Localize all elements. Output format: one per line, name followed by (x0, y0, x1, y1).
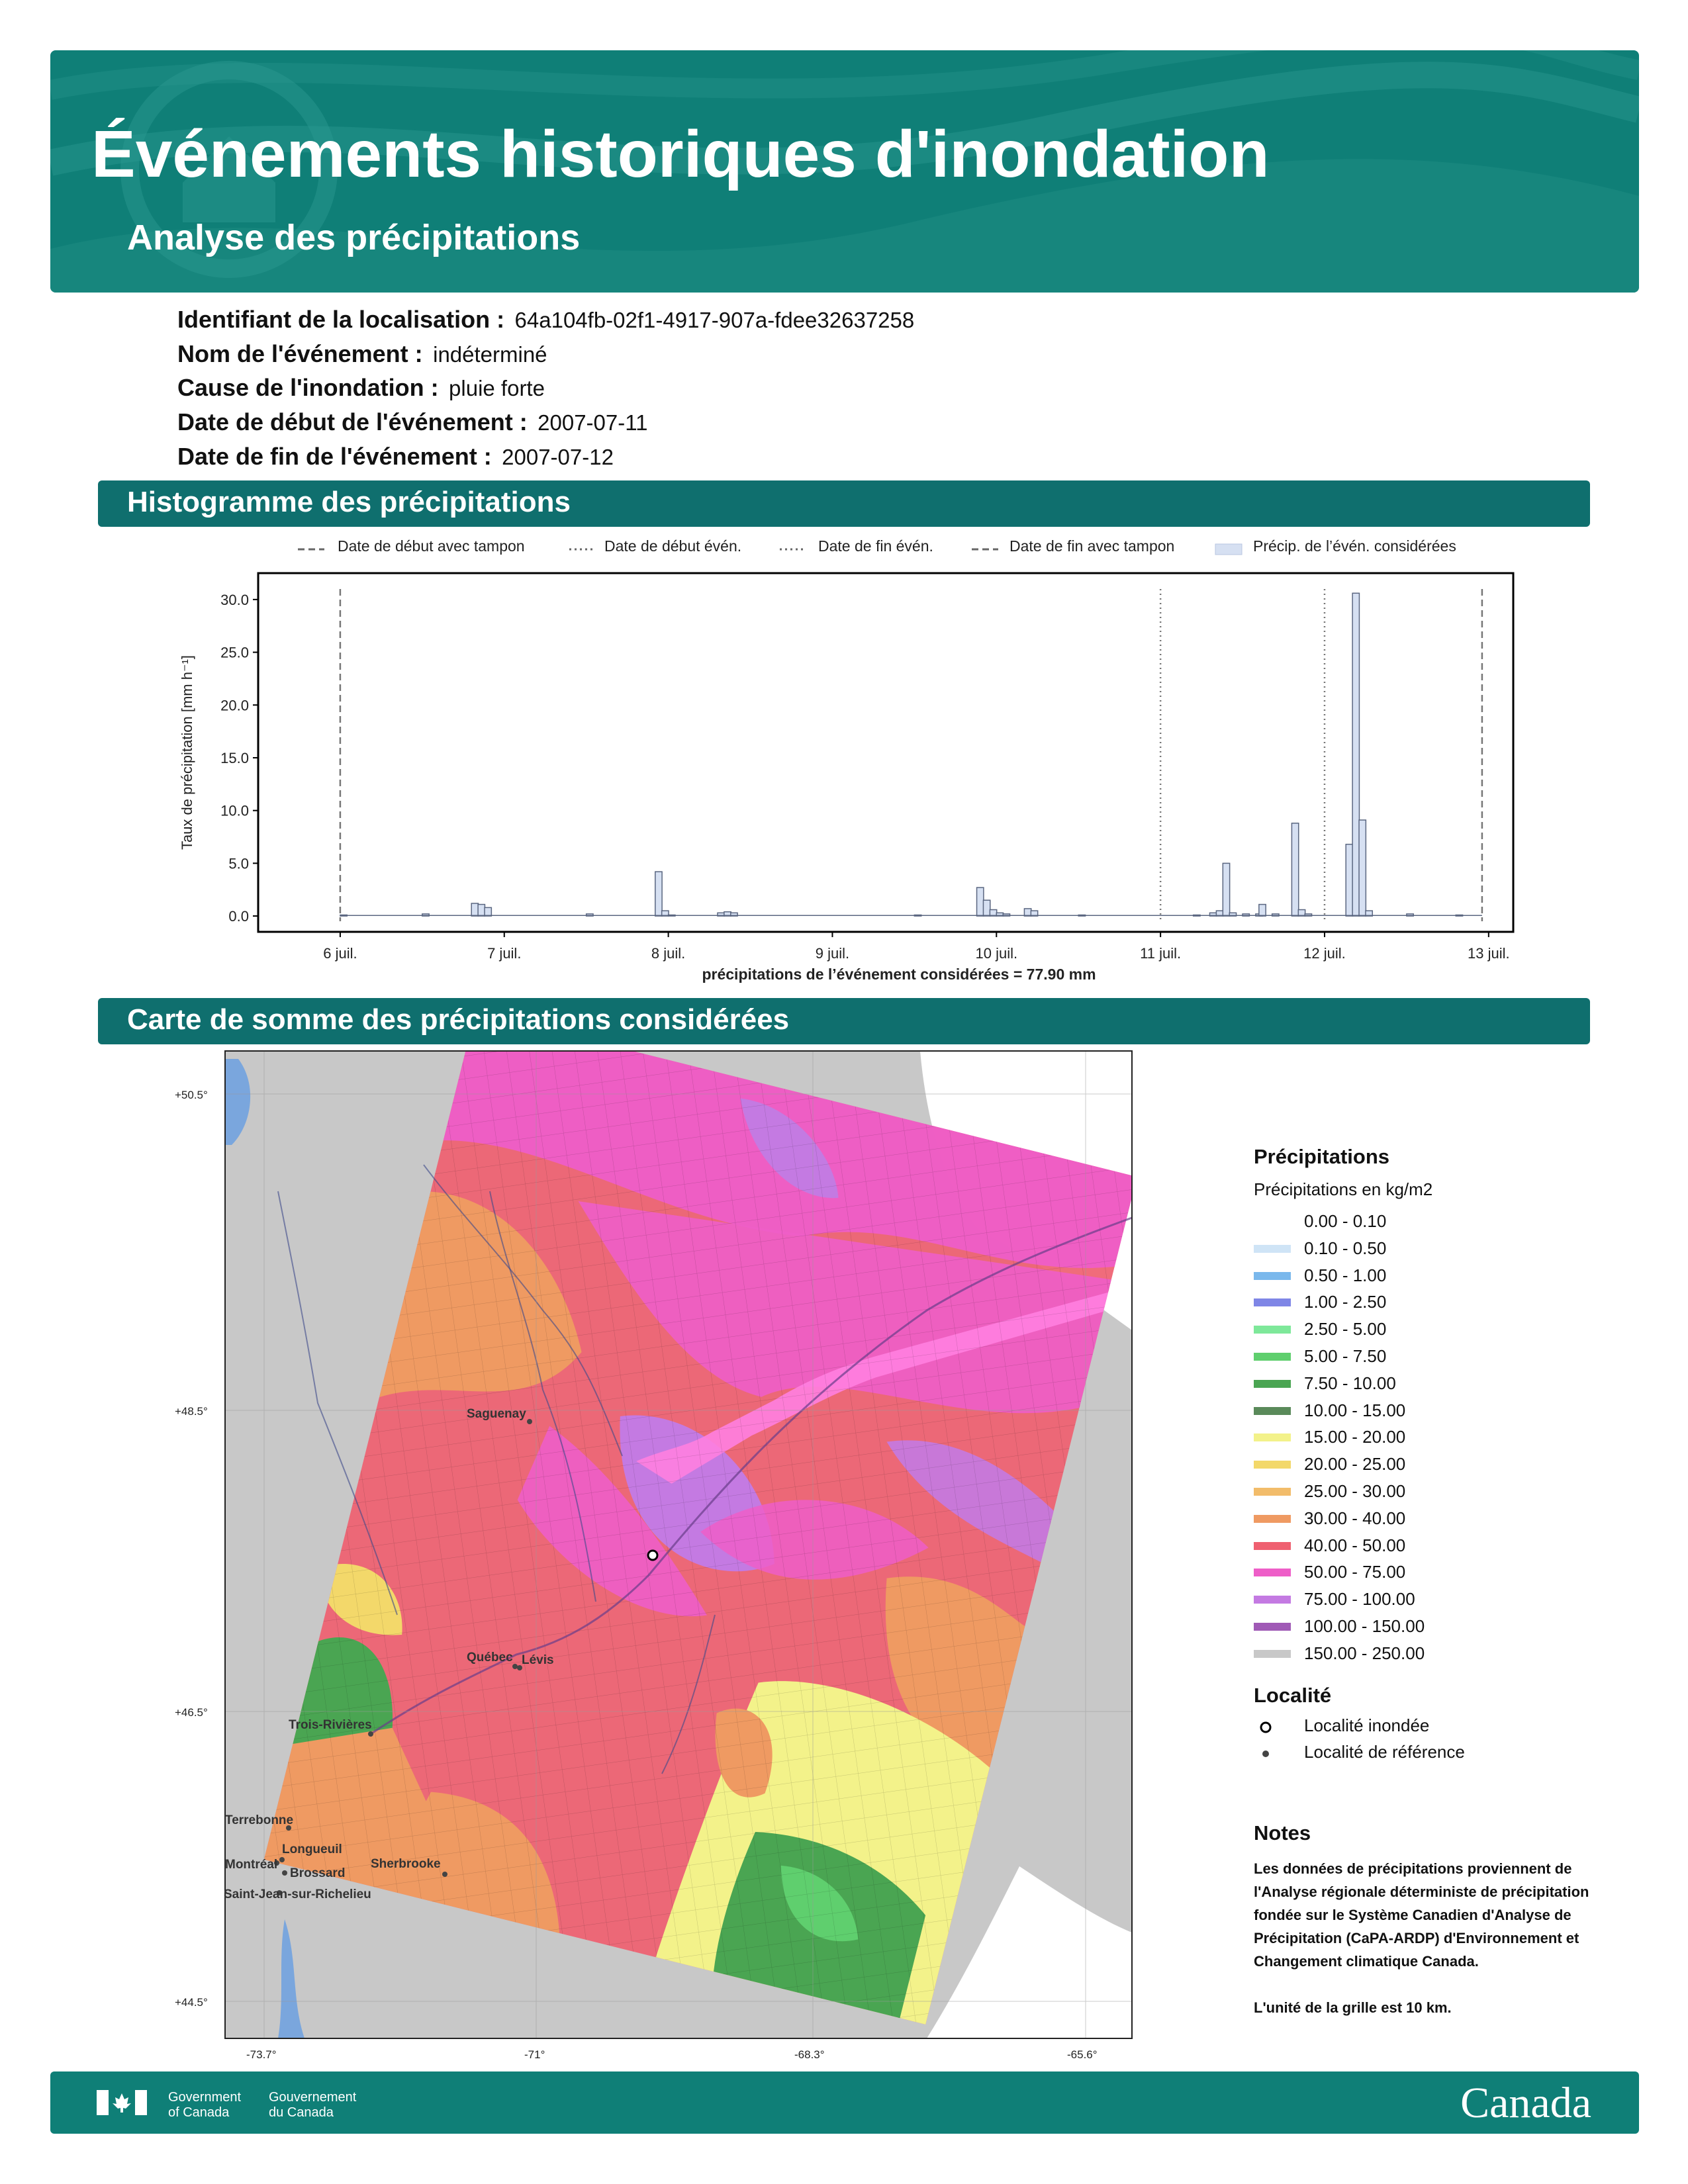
x-tick-label: 13 juil. (1468, 945, 1510, 962)
info-label: Cause de l'inondation : (177, 374, 439, 401)
lon-label: -73.7° (246, 2048, 277, 2061)
legend-class-label: 5.00 - 7.50 (1304, 1346, 1387, 1366)
legend-swatch-icon (1254, 1245, 1291, 1253)
legend-swatch-icon (1254, 1298, 1291, 1306)
y-tick-label: 30.0 (220, 591, 249, 608)
city-label-quebec: Québec (467, 1651, 513, 1664)
legend-class-label: 7.50 - 10.00 (1304, 1373, 1396, 1393)
x-tick-label: 8 juil. (651, 945, 686, 962)
x-tick-label: 7 juil. (487, 945, 522, 962)
legend-class-label: 100.00 - 150.00 (1304, 1616, 1425, 1636)
legend-class-label: 30.00 - 40.00 (1304, 1508, 1406, 1528)
legend-item: Date de fin avec tampon (1009, 537, 1175, 555)
city-label-brossard: Brossard (290, 1866, 346, 1880)
legend-swatch-icon (1254, 1461, 1291, 1469)
lat-label: +44.5° (175, 1996, 208, 2009)
legend-class-label: 0.00 - 0.10 (1304, 1211, 1387, 1231)
section-histogram-title: Histogramme des précipitations (127, 486, 571, 518)
legend-swatch-icon (1254, 1380, 1291, 1388)
lat-label: +48.5° (175, 1405, 208, 1418)
info-label: Date de début de l'événement : (177, 408, 528, 435)
y-tick-label: 5.0 (228, 855, 249, 872)
locality-symbols (1258, 1718, 1278, 1771)
x-tick-label: 6 juil. (323, 945, 357, 962)
legend-class-label: 1.00 - 2.50 (1304, 1292, 1387, 1312)
city-label-saint-jean: Saint-Jean-sur-Richelieu (224, 1888, 371, 1901)
city-label-montreal: Montréal (225, 1858, 278, 1872)
info-value: indéterminé (433, 342, 547, 367)
notes-title: Notes (1254, 1821, 1311, 1844)
city-label-sherbrooke: Sherbrooke (371, 1857, 441, 1871)
dot-icon (1262, 1751, 1269, 1757)
legend-item: Date de début évén. (604, 537, 742, 555)
city-marker-saguenay (527, 1419, 532, 1424)
notes-text: Les données de précipitations proviennent de l'Analyse régionale déterministe de précipitation fondée sur le Système Canadien d'Analyse de Précipitation (CaPA-ARDP) d'Environnement et Changement climatique Canada. (1254, 1860, 1589, 1970)
city-marker-longueuil (279, 1857, 285, 1862)
info-label: Nom de l'événement : (177, 340, 423, 367)
lat-label: +50.5° (175, 1089, 208, 1101)
legend-swatch-icon (1254, 1272, 1291, 1280)
info-label: Date de fin de l'événement : (177, 443, 492, 470)
locality-flooded-label: Localité inondée (1304, 1715, 1430, 1735)
y-tick-label: 10.0 (220, 802, 249, 819)
legend-item: Précip. de l’évén. considérées (1253, 537, 1456, 555)
y-tick-label: 20.0 (220, 697, 249, 714)
info-value: pluie forte (449, 376, 545, 400)
section-map-title: Carte de somme des précipitations considérées (127, 1003, 790, 1036)
info-value: 64a104fb-02f1-4917-907a-fdee32637258 (514, 308, 915, 332)
legend-class-label: 15.00 - 20.00 (1304, 1427, 1406, 1447)
x-tick-label: 12 juil. (1303, 945, 1346, 962)
legend-swatch-icon (1254, 1569, 1291, 1576)
x-tick-label: 10 juil. (975, 945, 1018, 962)
lon-label: -68.3° (794, 2048, 825, 2061)
notes-body (1254, 1857, 1598, 2019)
legend-class-label: 25.00 - 30.00 (1304, 1481, 1406, 1501)
legend-swatch-icon (1254, 1488, 1291, 1496)
legend-class-label: 50.00 - 75.00 (1304, 1562, 1406, 1582)
city-marker-brossard (282, 1870, 287, 1876)
legend-class-label: 150.00 - 250.00 (1304, 1643, 1425, 1663)
flooded-locality-marker (648, 1551, 657, 1560)
lon-label: -65.6° (1067, 2048, 1098, 2061)
open-circle-icon (1261, 1723, 1270, 1732)
canada-flag-icon (97, 2090, 147, 2115)
lat-label: +46.5° (175, 1706, 208, 1719)
page-footer (50, 2071, 1639, 2134)
legend-class-label: 10.00 - 15.00 (1304, 1400, 1406, 1420)
legend-swatch-icon (1254, 1515, 1291, 1523)
page-subtitle: Analyse des précipitations (127, 218, 581, 257)
city-marker-trois-rivieres (368, 1731, 373, 1737)
legend-swatch-icon (1254, 1542, 1291, 1550)
legend-class-label: 75.00 - 100.00 (1304, 1589, 1415, 1610)
legend-class-label: 0.50 - 1.00 (1304, 1265, 1387, 1285)
map-legend-subtitle: Précipitations en kg/m2 (1254, 1179, 1433, 1199)
x-tick-label: 11 juil. (1140, 945, 1182, 962)
legend-swatch-icon (1254, 1650, 1291, 1658)
legend-class-label: 2.50 - 5.00 (1304, 1319, 1387, 1340)
info-value: 2007-07-11 (538, 410, 648, 435)
legend-swatch-icon (1254, 1623, 1291, 1631)
notes-grid-unit: L'unité de la grille est 10 km. (1254, 1999, 1452, 2016)
city-marker-quebec (512, 1664, 518, 1669)
info-label: Identifiant de la localisation : (177, 306, 505, 333)
legend-item: Date de fin évén. (818, 537, 933, 555)
y-axis-label: Taux de précipitation [mm h⁻¹] (179, 655, 195, 850)
x-axis-label: précipitations de l’événement considérées = 77.90 mm (702, 966, 1096, 983)
legend-swatch-icon (1254, 1326, 1291, 1334)
info-value: 2007-07-12 (502, 445, 614, 469)
city-label-longueuil: Longueuil (282, 1843, 342, 1856)
x-tick-label: 9 juil. (815, 945, 850, 962)
city-label-trois-rivieres: Trois-Rivières (289, 1718, 372, 1732)
legend-class-label: 0.10 - 0.50 (1304, 1238, 1387, 1258)
canada-wordmark: Canada (1460, 2079, 1591, 2127)
city-label-levis: Lévis (522, 1653, 554, 1667)
city-label-saguenay: Saguenay (467, 1407, 526, 1421)
legend-swatch-icon (1254, 1407, 1291, 1415)
y-tick-label: 25.0 (220, 644, 249, 661)
legend-item: Date de début avec tampon (338, 537, 525, 555)
legend-swatch-icon (1254, 1596, 1291, 1604)
lon-label: -71° (524, 2048, 545, 2061)
y-tick-label: 0.0 (228, 908, 249, 925)
city-label-terrebonne: Terrebonne (225, 1813, 294, 1827)
gov-en: Government of Canada (168, 2090, 242, 2120)
y-tick-label: 15.0 (220, 749, 249, 766)
page-title: Événements historiques d'inondation (91, 117, 1270, 191)
legend-class-label: 40.00 - 50.00 (1304, 1535, 1406, 1555)
map-legend-title: Précipitations (1254, 1145, 1389, 1168)
legend-swatch-icon (1254, 1353, 1291, 1361)
legend-swatch-icon (1254, 1433, 1291, 1441)
locality-legend-title: Localité (1254, 1684, 1332, 1707)
city-marker-sherbrooke (442, 1872, 447, 1877)
legend-swatch-icon (1254, 1218, 1291, 1226)
legend-class-label: 20.00 - 25.00 (1304, 1454, 1406, 1475)
gov-fr: Gouvernement du Canada (269, 2090, 357, 2120)
locality-reference-label: Localité de référence (1304, 1742, 1465, 1762)
